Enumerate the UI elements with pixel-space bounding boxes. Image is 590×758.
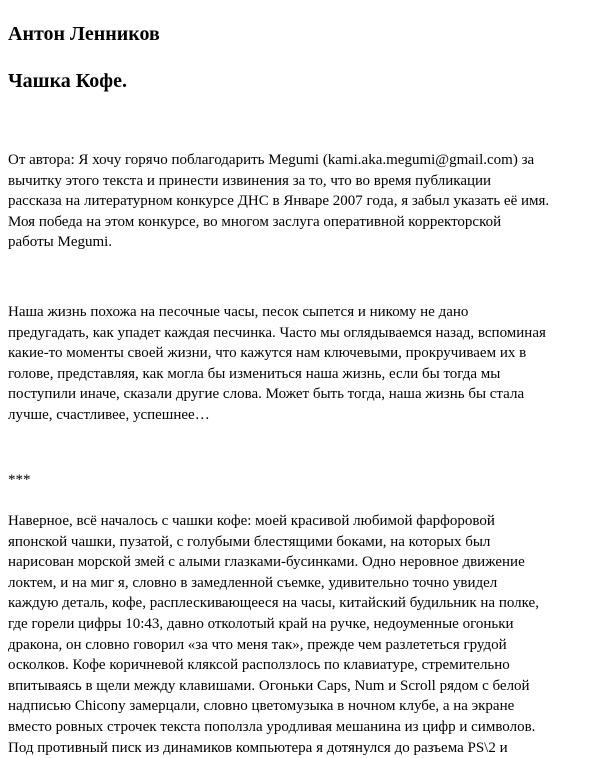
author-note-paragraph: [8, 150, 549, 253]
paragraph-line: Моя победа на этом конкурсе, во многом заслуга оперативной корректорской: [8, 213, 502, 230]
story-title: Чашка Кофе.: [8, 70, 128, 92]
paragraph-line: От автора: Я хочу горячо поблагодарить Megumi (kami.aka.megumi@gmail.com) за: [8, 152, 535, 168]
paragraph-line: каждую деталь, кофе, расплескивающееся на часы, китайский будильник на полке,: [8, 595, 539, 612]
intro-paragraph: [8, 302, 546, 426]
paragraph-line: какие-то моменты своей жизни, что кажутся нам ключевыми, прокручиваем их в: [8, 345, 527, 362]
paragraph-line: поступили иначе, сказали другие слова. Может быть тогда, наша жизнь бы стала: [8, 386, 525, 403]
paragraph-line: нарисован морской змей с алыми глазками-бусинками. Одно неровное движение: [8, 554, 525, 571]
paragraph-line: где горели цифры 10:43, давно отколотый край на ручке, недоуменные огоньки: [8, 615, 514, 632]
paragraph-line: рассказа на литературном конкурсе ДНС в Январе 2007 года, я забыл указать её имя.: [8, 193, 550, 210]
paragraph-line: японской чашки, пузатой, с голубыми блестящими боками, на которых был: [8, 533, 491, 550]
paragraph-line: дракона, он словно говорил «за что меня так», прежде чем разлететься грудой: [8, 636, 507, 653]
paragraph-line: Под противный писк из динамиков компьютера я дотянулся до разъема PS\2 и: [8, 739, 508, 756]
paragraph-line: Наша жизнь похожа на песочные часы, песок сыпется и никому не дано: [8, 304, 469, 320]
paragraph-line: впитываясь в щели между клавишами. Огоньки Caps, Num и Scroll рядом с белой: [8, 677, 530, 694]
paragraph-line: голове, представляя, как могла бы измениться наша жизнь, если бы тогда мы: [8, 365, 501, 382]
paragraph-line: осколков. Кофе коричневой кляксой расползлось по клавиатуре, стремительно: [8, 657, 510, 674]
paragraph-line: надписью Chicony замерцали, словно цветомузыка в ночном клубе, а на экране: [8, 698, 515, 715]
section-separator: ***: [8, 472, 31, 488]
story-paragraph: [8, 511, 539, 758]
paragraph-line: работы Megumi.: [8, 234, 113, 251]
author-heading: Антон Ленников: [8, 23, 160, 45]
paragraph-line: предугадать, как упадет каждая песчинка. Часто мы оглядываемся назад, вспоминая: [8, 324, 546, 341]
paragraph-line: локтем, и на миг я, словно в замедленной съемке, удивительно точно увидел: [8, 574, 498, 591]
paragraph-line: вычитку этого текста и принести извинения за то, что во время публикации: [8, 172, 492, 189]
paragraph-line: вместо ровных строчек текста поползла уродливая мешанина из цифр и символов.: [8, 718, 536, 735]
paragraph-line: Наверное, всё началось с чашки кофе: моей красивой любимой фарфоровой: [8, 513, 495, 529]
paragraph-line: лучше, счастливее, успешнее…: [8, 406, 210, 423]
